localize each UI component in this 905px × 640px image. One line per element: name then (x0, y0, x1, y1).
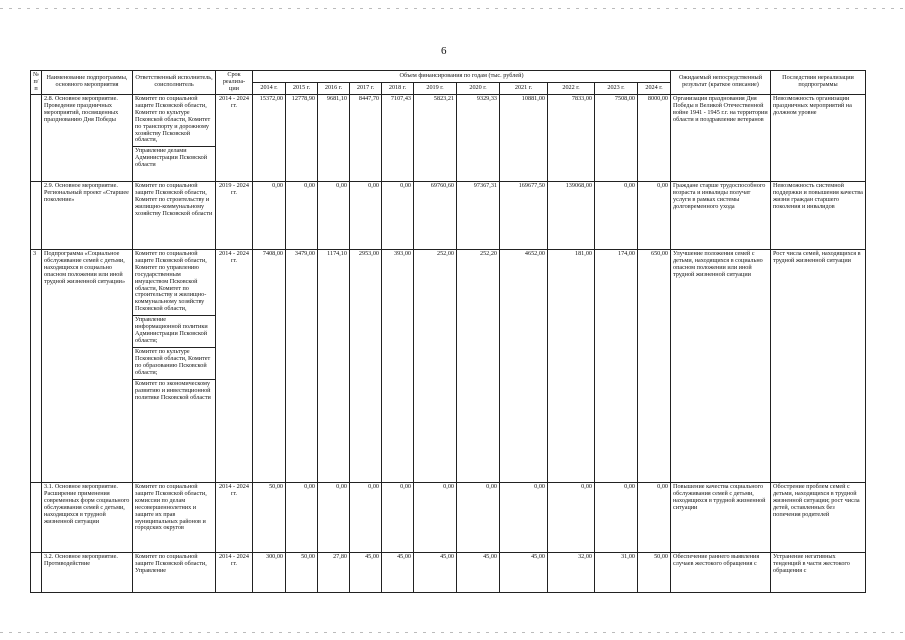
funding-value: 50,00 (638, 552, 671, 592)
table-body (31, 94, 866, 592)
responsible-part: Комитет по социальной защите Псковской области, Управление (135, 552, 207, 574)
row-result: Обеспечение раннего выявления случаев жестокого обращения с (671, 552, 771, 592)
row-responsible (133, 552, 216, 592)
table-row (31, 181, 866, 249)
funding-value: 45,00 (500, 552, 548, 592)
funding-value: 7107,43 (382, 94, 414, 181)
funding-value: 8000,00 (638, 94, 671, 181)
funding-value: 5823,21 (414, 94, 457, 181)
funding-value: 45,00 (457, 552, 500, 592)
row-name: 3.1. Основное мероприятие. Расширение применения современных форм социального обслуживания семей с детьми, находящихся в трудной жизненной ситуации (42, 482, 133, 552)
funding-value: 0,00 (350, 181, 382, 249)
funding-value: 0,00 (414, 482, 457, 552)
responsible-part: Управление делами Администрации Псковской области (133, 146, 215, 169)
scan-edge-bottom (0, 632, 905, 633)
row-consequences: Устранение негативных тенденций в части жестокого обращения с (771, 552, 866, 592)
row-name: 2.8. Основное мероприятие. Проведение праздничных мероприятий, посвященных празднованию Дня Победы (42, 94, 133, 181)
funding-value: 0,00 (318, 181, 350, 249)
row-term: 2014 - 2024 гг. (216, 552, 253, 592)
funding-value: 45,00 (382, 552, 414, 592)
funding-value: 45,00 (414, 552, 457, 592)
header-year: 2023 г. (595, 82, 638, 94)
responsible-part: Комитет по социальной защите Псковской области, Комитет по управлению государственным имуществом Псковской области, Комитет по строительству и жилищно-коммунальному хозяйству Псковской области, (135, 249, 207, 313)
funding-value: 4652,00 (500, 249, 548, 482)
header-year: 2021 г. (500, 82, 548, 94)
funding-value: 0,00 (286, 482, 318, 552)
funding-value: 31,00 (595, 552, 638, 592)
responsible-part: Комитет по социальной защите Псковской области, Комитет по строительству и жилищно-коммунальному хозяйству Псковской области (135, 181, 213, 217)
row-responsible (133, 482, 216, 552)
header-num: № п/п (31, 71, 42, 95)
funding-value: 0,00 (253, 181, 286, 249)
table-row (31, 249, 866, 482)
funding-value: 7833,00 (548, 94, 595, 181)
funding-value: 174,00 (595, 249, 638, 482)
funding-value: 0,00 (350, 482, 382, 552)
header-year: 2015 г. (286, 82, 318, 94)
funding-value: 0,00 (286, 181, 318, 249)
row-responsible (133, 249, 216, 482)
funding-value: 0,00 (457, 482, 500, 552)
header-year: 2016 г. (318, 82, 350, 94)
header-year: 2022 г. (548, 82, 595, 94)
funding-value: 32,00 (548, 552, 595, 592)
responsible-part: Комитет по социальной защите Псковской области, комиссии по делам несовершеннолетних и защите их прав муниципальных районов и городских округов (135, 482, 207, 532)
header-term: Срок реализа-ции (216, 71, 253, 95)
funding-value: 12778,90 (286, 94, 318, 181)
funding-value: 27,80 (318, 552, 350, 592)
funding-value: 8447,70 (350, 94, 382, 181)
funding-value: 9329,33 (457, 94, 500, 181)
row-number (31, 482, 42, 552)
row-term: 2014 - 2024 гг. (216, 249, 253, 482)
funding-value: 10881,00 (500, 94, 548, 181)
responsible-part: Комитет по культуре Псковской области, Комитет по образованию Псковской области; (133, 347, 215, 377)
row-name: 3.2. Основное мероприятие. Противодействие (42, 552, 133, 592)
funding-value: 300,00 (253, 552, 286, 592)
header-year: 2018 г. (382, 82, 414, 94)
row-term: 2014 - 2024 гг. (216, 482, 253, 552)
funding-value: 0,00 (595, 181, 638, 249)
funding-value: 0,00 (548, 482, 595, 552)
header-result: Ожидаемый непосредственный результат (краткое описание) (671, 71, 771, 95)
header-name: Наименование подпрограммы, основного мероприятия (42, 71, 133, 95)
header-year: 2024 г. (638, 82, 671, 94)
row-number (31, 181, 42, 249)
header-row (31, 71, 866, 83)
funding-value: 45,00 (350, 552, 382, 592)
funding-value: 1174,10 (318, 249, 350, 482)
funding-value: 650,00 (638, 249, 671, 482)
page-number: 6 (441, 45, 447, 57)
row-consequences: Рост числа семей, находящихся в трудной жизненной ситуации (771, 249, 866, 482)
row-consequences: Невозможность организации праздничных мероприятий на должном уровне (771, 94, 866, 181)
funding-value: 0,00 (382, 181, 414, 249)
funding-value: 7508,00 (595, 94, 638, 181)
header-consequences: Последствия нереализации подпрограммы (771, 71, 866, 95)
funding-value: 50,00 (253, 482, 286, 552)
funding-value: 0,00 (638, 482, 671, 552)
table-row (31, 94, 866, 181)
header-year: 2014 г. (253, 82, 286, 94)
funding-value: 50,00 (286, 552, 318, 592)
row-result: Организация празднования Дня Победы в Великой Отечественной войне 1941 - 1945 г.г. на территории области и поздравление ветеранов (671, 94, 771, 181)
responsible-part: Комитет по экономическому развитию и инвестиционной политике Псковской области (133, 379, 215, 402)
row-term: 2019 - 2024 гг. (216, 181, 253, 249)
row-result: Повышение качества социального обслуживания семей с детьми, находящихся в трудной жизненной ситуации (671, 482, 771, 552)
funding-value: 181,00 (548, 249, 595, 482)
funding-value: 0,00 (382, 482, 414, 552)
header-responsible: Ответственный исполнитель, соисполнитель (133, 71, 216, 95)
funding-value: 252,20 (457, 249, 500, 482)
row-number (31, 552, 42, 592)
table-row (31, 552, 866, 592)
funding-value: 0,00 (500, 482, 548, 552)
row-result: Граждане старше трудоспособного возраста и инвалиды получат услуги в рамках системы долговременного ухода (671, 181, 771, 249)
funding-value: 0,00 (638, 181, 671, 249)
funding-value: 0,00 (595, 482, 638, 552)
row-name: 2.9. Основное мероприятие. Региональный проект «Старшее поколение» (42, 181, 133, 249)
header-year: 2017 г. (350, 82, 382, 94)
row-result: Улучшение положения семей с детьми, находящихся в социально опасном положении или иной трудной жизненной ситуации (671, 249, 771, 482)
header-funding: Объем финансирования по годам (тыс. рублей) (253, 71, 671, 83)
funding-value: 169677,50 (500, 181, 548, 249)
row-name: Подпрограмма «Социальное обслуживание семей с детьми, находящихся в социально опасном положении или иной трудной жизненной ситуации» (42, 249, 133, 482)
row-responsible (133, 94, 216, 181)
funding-value: 252,00 (414, 249, 457, 482)
funding-value: 139068,00 (548, 181, 595, 249)
row-number: 3 (31, 249, 42, 482)
responsible-part: Комитет по социальной защите Псковской области, Комитет по культуре Псковской области, Комитет по транспорту и дорожному хозяйству Псковской области, (135, 94, 211, 144)
funding-value: 9681,10 (318, 94, 350, 181)
funding-value: 0,00 (318, 482, 350, 552)
row-consequences: Обострение проблем семей с детьми, находящихся в трудной жизненной ситуации; рост числа детей, оставленных без попечения родителей (771, 482, 866, 552)
header-year: 2019 г. (414, 82, 457, 94)
funding-value: 97367,31 (457, 181, 500, 249)
funding-value: 393,00 (382, 249, 414, 482)
row-responsible (133, 181, 216, 249)
row-number (31, 94, 42, 181)
funding-table (30, 70, 866, 593)
funding-value: 2953,00 (350, 249, 382, 482)
funding-value: 69760,60 (414, 181, 457, 249)
funding-value: 3479,00 (286, 249, 318, 482)
responsible-part: Управление информационной политики Администрации Псковской области; (133, 315, 215, 345)
header-year: 2020 г. (457, 82, 500, 94)
table-row (31, 482, 866, 552)
row-term: 2014 - 2024 гг. (216, 94, 253, 181)
funding-value: 15372,00 (253, 94, 286, 181)
funding-value: 7408,00 (253, 249, 286, 482)
scan-edge-top (0, 8, 905, 9)
row-consequences: Невозможность системной поддержки и повышения качества жизни граждан старшего поколения и инвалидов (771, 181, 866, 249)
